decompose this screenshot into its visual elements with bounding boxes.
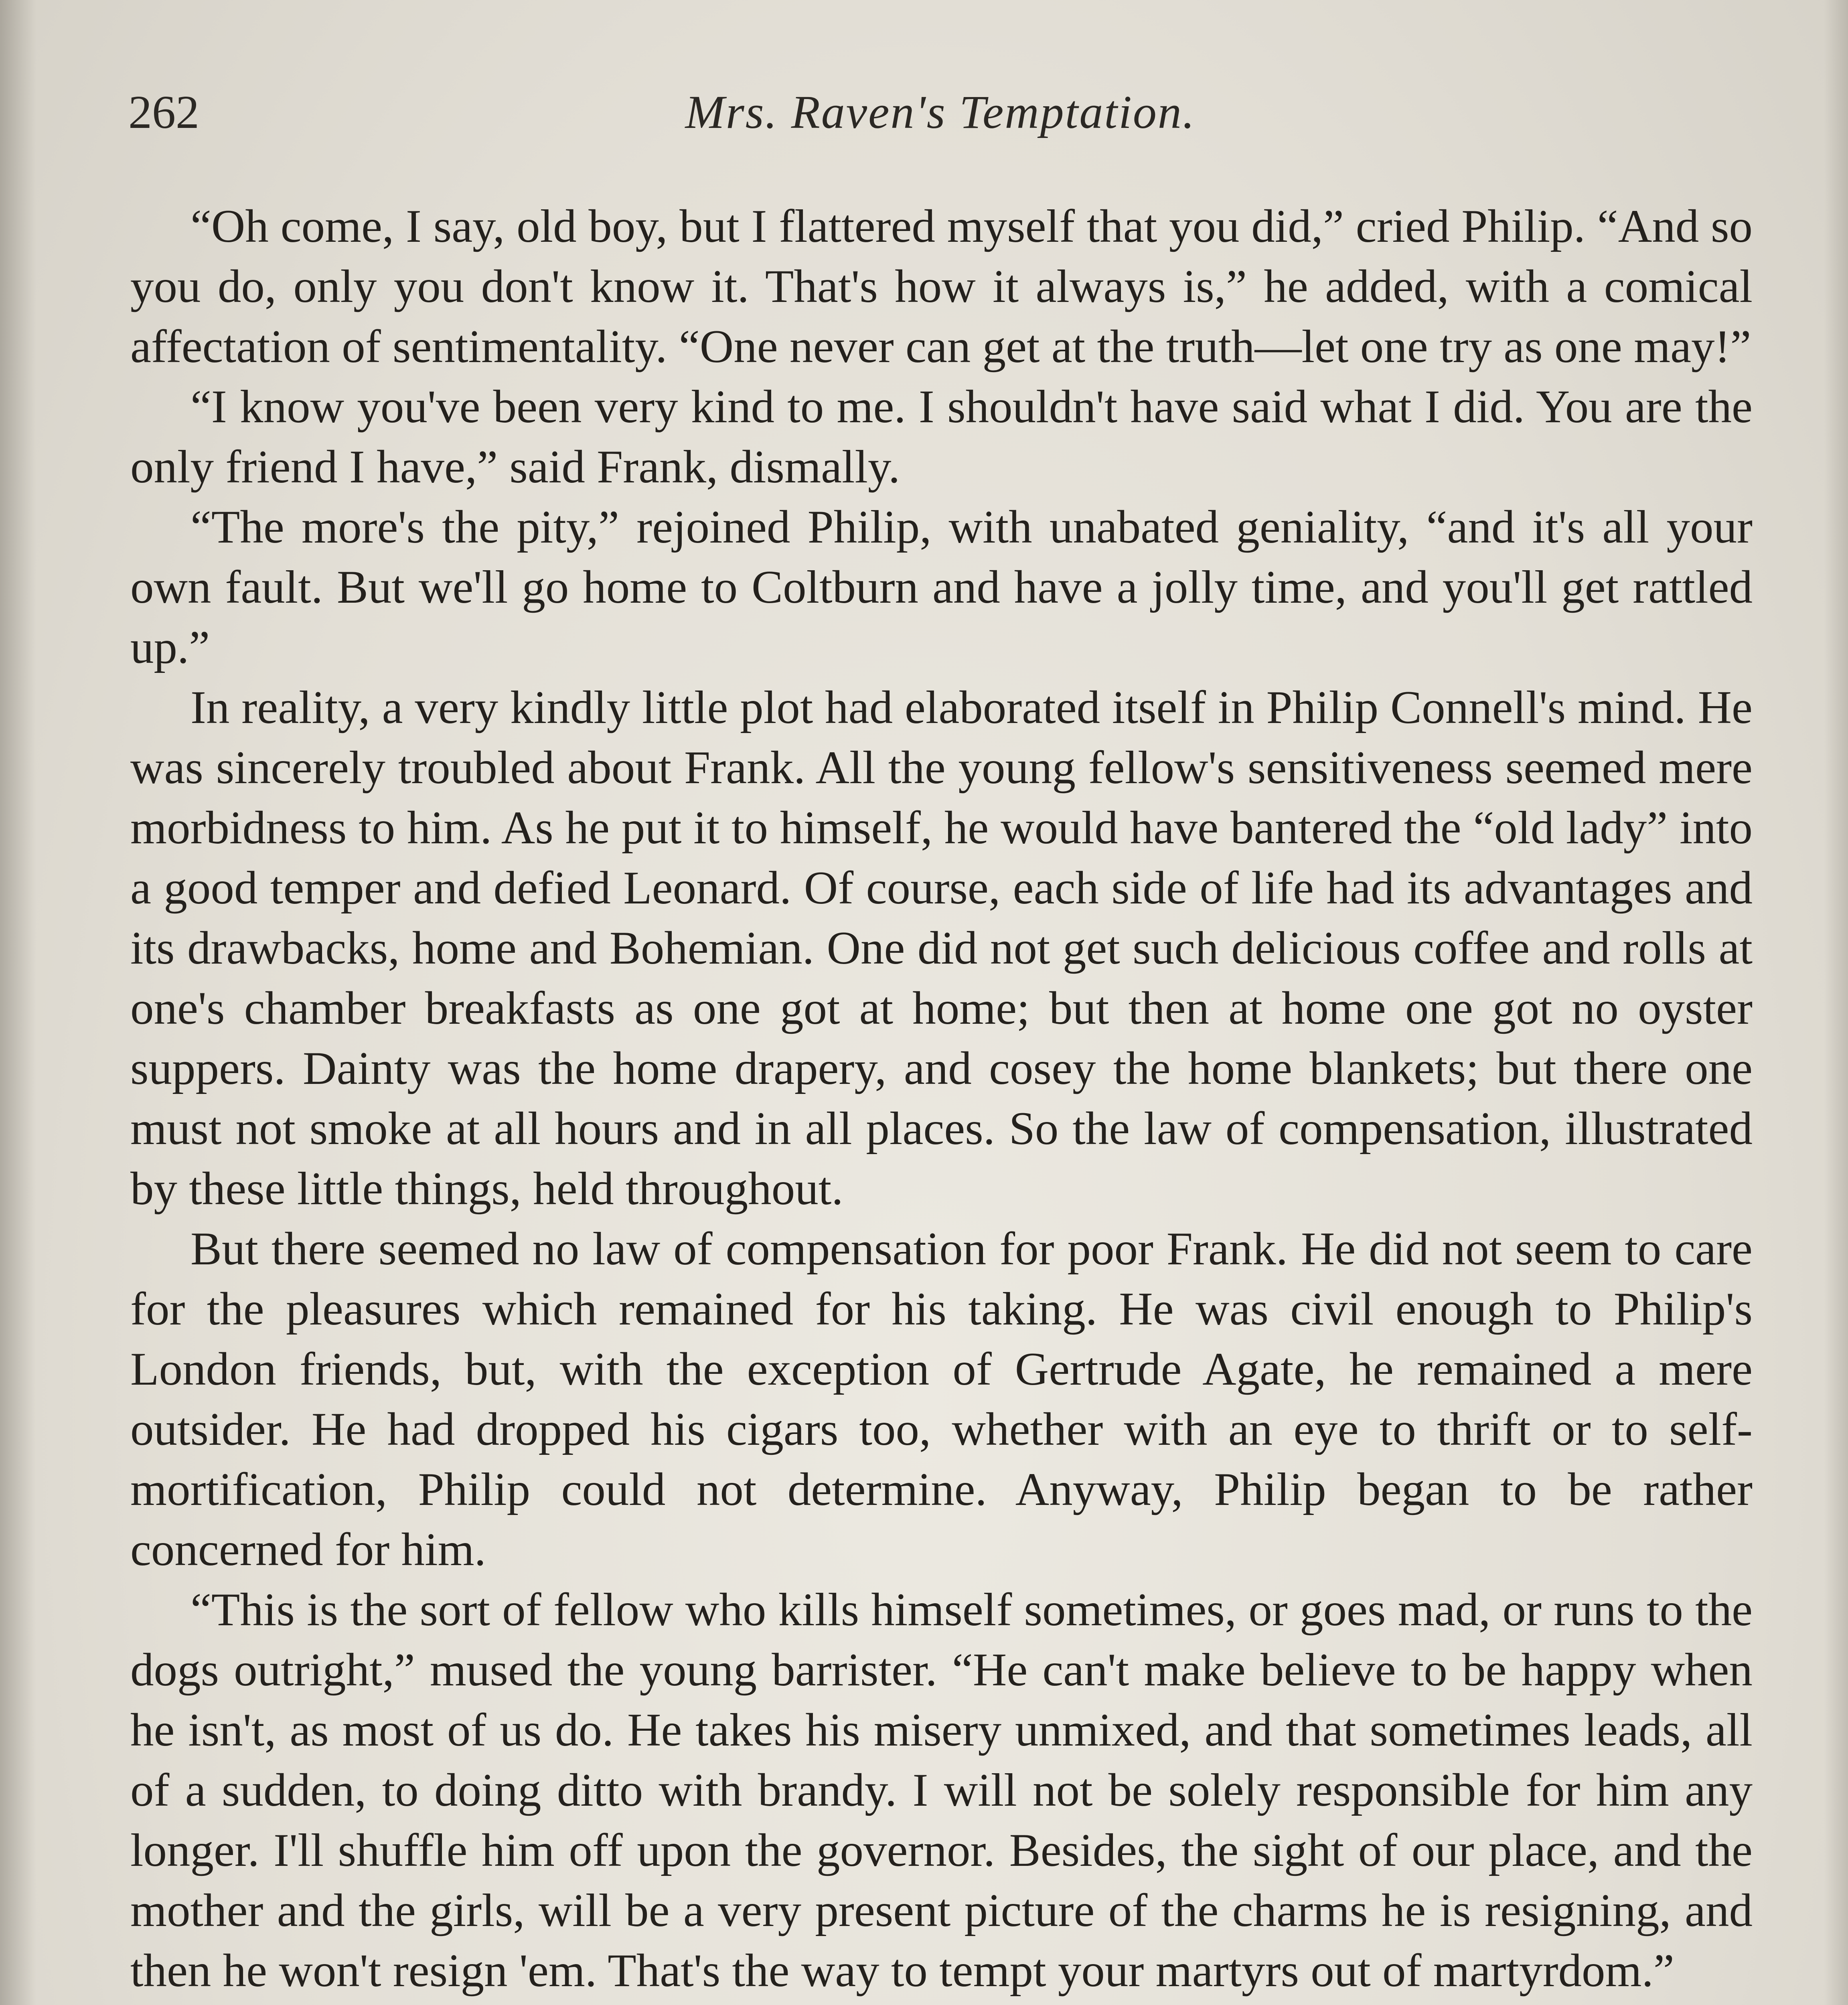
paragraph: In reality, a very kindly little plot had elaborated itself in Philip Connell's mind. He was sincerely troubled about Frank. All the young fellow's sensitiveness seemed mere morbidness to him. As he put it to himself, he would have bantered the “old lady” into a good temper and defied Leonard. Of course, each side of life had its advantages and its drawbacks, home and Bohemian. One did not get such delicious coffee and rolls at one's chamber breakfasts as one got at home; but then at home one got no oyster suppers. Dainty was the home drapery, and cosey the home blankets; but there one must not smoke at all hours and in all places. So the law of compensation, illustrated by these little things, held throughout. [130,682,1753,1215]
running-head [128,80,1753,144]
body-text [130,196,1753,2005]
paragraph: “Oh come, I say, old boy, but I flattered myself that you did,” cried Philip. “And so you do, only you don't know it. That's how it always is,” he added, with a comical affectation of sentimentality. “One never can get at the truth—let one try as one may!” [130,200,1753,373]
page-edge-shadow [1824,0,1848,2005]
page-number: 262 [128,86,199,138]
paragraph: But there seemed no law of compensation for poor Frank. He did not seem to care for the pleasures which remained for his taking. He was civil enough to Philip's London friends, but, with the exception of Gertrude Agate, he remained a mere outsider. He had dropped his cigars too, whether with an eye to thrift or to self-mortification, Philip could not determine. Anyway, Philip began to be rather concerned for him. [130,1223,1753,1576]
running-title: Mrs. Raven's Temptation. [685,86,1196,138]
paragraph [130,2001,1753,2005]
paragraph: “The more's the pity,” rejoined Philip, with unabated geniality, “and it's all your own fault. But we'll go home to Coltburn and have a jolly time, and you'll get rattled up.” [130,501,1753,673]
paragraph: “I know you've been very kind to me. I shouldn't have said what I did. You are the only friend I have,” said Frank, dismally. [130,381,1753,493]
binding-shadow [0,0,36,2005]
paragraph: “This is the sort of fellow who kills himself sometimes, or goes mad, or runs to the dogs outright,” mused the young barrister. “He can't make believe to be happy when he isn't, as most of us do. He takes his misery unmixed, and that sometimes leads, all of a sudden, to doing ditto with brandy. I will not be solely responsible for him any longer. I'll shuffle him off upon the governor. Besides, the sight of our place, and the mother and the girls, will be a very present picture of the charms he is resigning, and then he won't resign 'em. That's the way to tempt your martyrs out of martyrdom.” [130,1584,1753,1997]
